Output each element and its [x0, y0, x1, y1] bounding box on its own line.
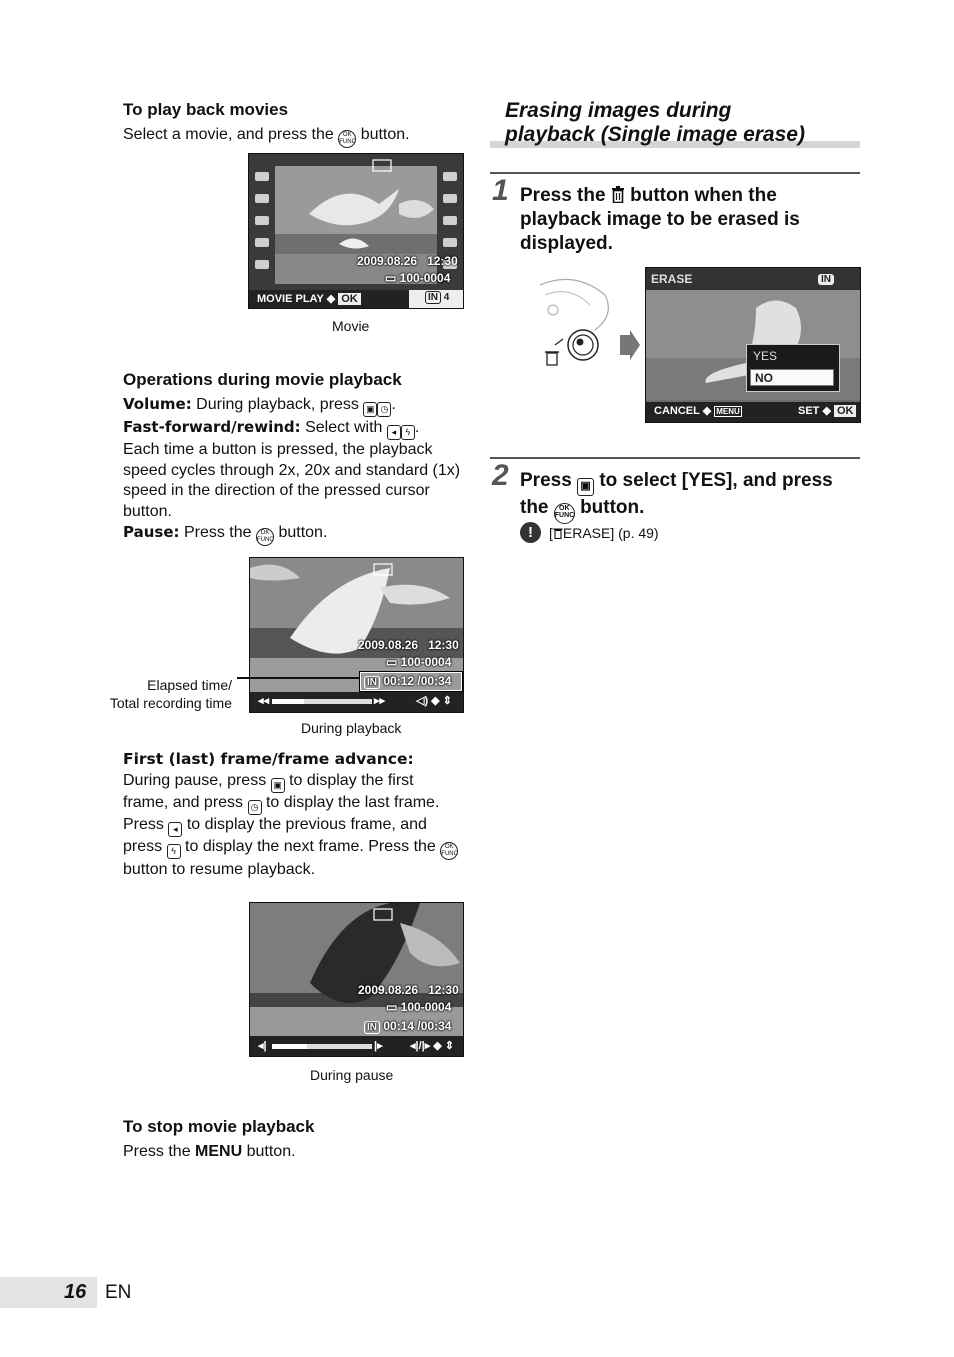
timer-key-icon: ◷ — [377, 402, 391, 417]
ok-func-icon: OK FUNC — [256, 528, 274, 546]
erase-option-no[interactable]: NO — [750, 369, 834, 386]
volume-icon: ◁) ◆ ⇕ — [416, 695, 452, 707]
left-key-icon: ◂ — [168, 822, 182, 837]
caution-icon: ! — [520, 522, 541, 543]
erase-screen — [645, 267, 861, 423]
erase-option-yes[interactable]: YES — [753, 349, 778, 363]
pause-time-counter: IN 00:14 /00:34 — [364, 1019, 451, 1033]
erase-set-label: SET ◆ OK — [798, 404, 856, 417]
pause-screen — [249, 902, 464, 1057]
last-frame-icon: |▸ — [374, 1040, 383, 1052]
stop-playback-heading: To stop movie playback — [123, 1117, 315, 1136]
playback-date: 2009.08.26 12:30 — [358, 638, 459, 652]
menu-label: MENU — [195, 1143, 243, 1160]
erase-title: ERASE — [651, 272, 693, 286]
volume-line: Volume: During playback, press ▣ ◷ . — [123, 394, 463, 417]
operations-heading: Operations during movie playback — [123, 370, 402, 389]
pause-file-number: ▭ 100-0004 — [386, 1000, 452, 1014]
ok-func-icon: OK FUNC — [554, 503, 575, 524]
step2-text: Press ▣ to select [YES], and press the OK FUNC button. — [520, 469, 860, 524]
play-text-b: button. — [360, 126, 410, 143]
section-title: Erasing images during playback (Single image erase) — [505, 99, 805, 146]
pause-date: 2009.08.26 12:30 — [358, 983, 459, 997]
operations-text — [123, 394, 463, 546]
camera-dial-illustration — [535, 275, 645, 375]
flash-key-icon: ϟ — [401, 425, 415, 440]
caption-during-playback: During playback — [301, 720, 402, 736]
first-frame-icon: ◂| — [258, 1040, 267, 1052]
fast-forward-desc: Each time a button is pressed, the playback speed cycles through 2x, 20x and standard (1x) speed in the direction of the pressed cursor button. — [123, 441, 461, 520]
step2-rule — [490, 457, 860, 459]
playback-file-number: ▭ 100-0004 — [386, 655, 452, 669]
movie-memory-icon: IN 4 — [425, 292, 449, 303]
fast-forward-line: Fast-forward/rewind: Select with ◂ ϟ . — [123, 417, 463, 440]
step1-text: Press the button when the playback image to be erased is displayed. — [520, 185, 800, 254]
play-movies-text — [123, 125, 410, 148]
frame-step-icon: ◂|/|▸ ◆ ⇕ — [410, 1040, 455, 1052]
elapsed-callout: Elapsed time/ Total recording time — [109, 677, 232, 711]
stop-playback-text: Press the MENU button. — [123, 1143, 296, 1160]
zoom-key-icon: ▣ — [271, 778, 285, 793]
pause-line: Pause: Press the OK FUNC button. — [123, 522, 463, 546]
movie-screen — [248, 153, 464, 309]
step2-number: 2 — [492, 459, 509, 492]
erase-memory-icon: IN — [818, 274, 834, 285]
page-number: 16 — [64, 1281, 87, 1303]
play-text-a: Select a movie, and press the — [123, 126, 334, 143]
fast-forward-icon: ▸▸ — [374, 695, 386, 707]
pause-screen-art — [250, 903, 463, 1056]
ok-func-icon: OK FUNC — [440, 842, 458, 860]
zoom-key-icon: ▣ — [577, 478, 594, 496]
timer-key-icon: ◷ — [248, 800, 262, 815]
movie-date: 2009.08.26 12:30 — [357, 254, 458, 268]
caption-during-pause: During pause — [310, 1067, 394, 1083]
trash-icon — [553, 526, 563, 538]
zoom-key-icon: ▣ — [363, 402, 377, 417]
caption-movie: Movie — [332, 318, 370, 334]
erase-menu — [746, 344, 840, 392]
ok-func-icon: OK FUNC — [338, 130, 356, 148]
step1-rule — [490, 172, 860, 174]
frame-advance-heading: First (last) frame/frame advance: — [123, 750, 414, 768]
callout-line — [237, 677, 359, 679]
play-movies-heading: To play back movies — [123, 100, 289, 119]
erase-reference-note: [ ERASE] (p. 49) — [549, 525, 659, 541]
playback-time-counter: IN 00:12 /00:34 — [364, 674, 451, 688]
erase-cancel-label: CANCEL ◆ MENU — [654, 405, 740, 417]
movie-play-label: MOVIE PLAY ◆ OK — [257, 292, 361, 305]
rewind-icon: ◂◂ — [258, 695, 270, 707]
movie-file-number: ▭ 100-0004 — [385, 271, 451, 285]
language-code: EN — [105, 1282, 132, 1303]
trash-icon — [611, 186, 625, 203]
playback-screen — [249, 557, 464, 713]
frame-advance-text: During pause, press ▣ to display the first frame, and press ◷ to display the last frame. Press ◂ to display the previous frame, and press ϟ to display the next frame. Press the OK FUNC button to resume playback. — [123, 772, 458, 878]
left-key-icon: ◂ — [387, 425, 401, 440]
step1-number: 1 — [492, 174, 509, 207]
flash-key-icon: ϟ — [167, 844, 181, 859]
